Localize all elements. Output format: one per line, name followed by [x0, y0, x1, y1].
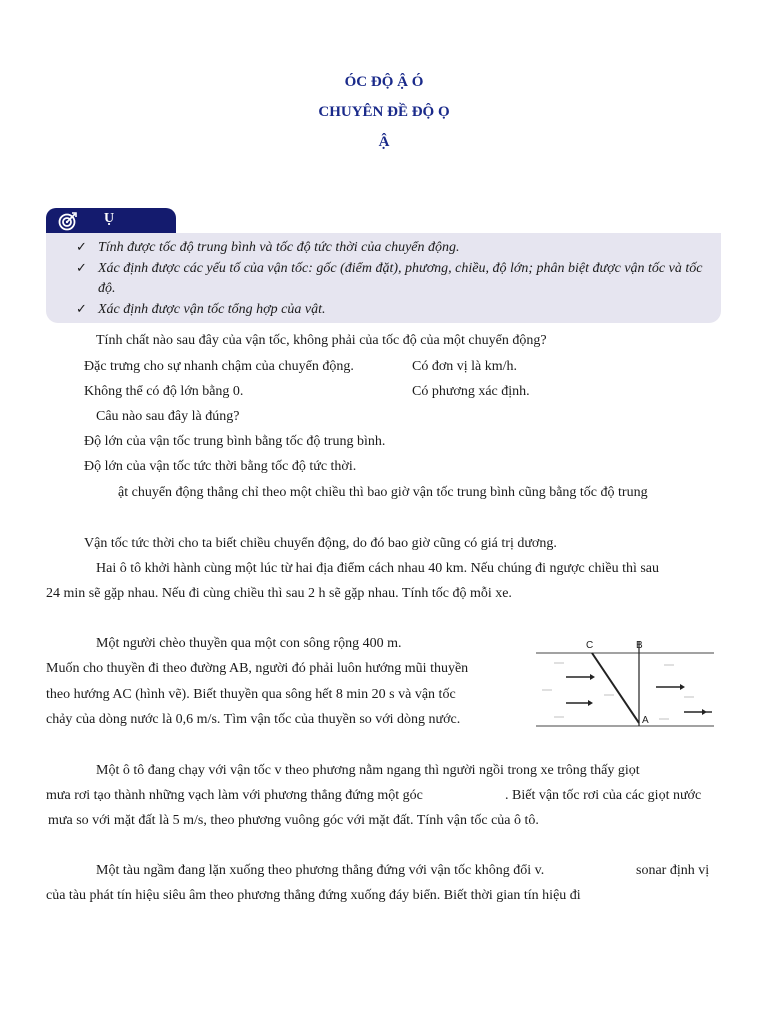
question-4-line-4: chảy của dòng nước là 0,6 m/s. Tìm vận tốc của thuyền so với dòng nước.: [46, 712, 461, 727]
question-3-line-2: 24 min sẽ gặp nhau. Nếu đi cùng chiều thì sau 2 h sẽ gặp nhau. Tính tốc độ mỗi xe.: [46, 586, 512, 601]
question-6-line-1b: sonar định vị: [636, 863, 710, 878]
point-a-label: A: [642, 715, 649, 726]
question-3-line-1: Hai ô tô khởi hành cùng một lúc từ hai địa điểm cách nhau 40 km. Nếu chúng đi ngược chiều thì sau: [96, 561, 660, 576]
question-5-line-1: Một ô tô đang chạy với vận tốc v theo phương nằm ngang thì người ngồi trong xe trông thấy giọt: [96, 763, 640, 778]
question-2-stem: Câu nào sau đây là đúng?: [96, 409, 240, 424]
current-arrowhead: [590, 674, 595, 680]
question-2-option-b: Độ lớn của vận tốc tức thời bằng tốc độ tức thời.: [84, 459, 357, 474]
question-1-option-c: Không thể có độ lớn bằng 0.: [84, 384, 244, 399]
question-5-line-3: mưa so với mặt đất là 5 m/s, theo phương vuông góc với mặt đất. Tính vận tốc của ô tô.: [48, 813, 539, 828]
point-b-label: B: [636, 640, 643, 651]
question-4-line-3: theo hướng AC (hình vẽ). Biết thuyền qua sông hết 8 min 20 s và vận tốc: [46, 687, 456, 702]
question-1-stem: Tính chất nào sau đây của vận tốc, không phải của tốc độ của một chuyển động?: [96, 333, 547, 348]
question-2-option-c: ật chuyển động thẳng chỉ theo một chiều thì bao giờ vận tốc trung bình cũng bằng tốc độ trung: [118, 485, 648, 500]
question-2-option-d: Vận tốc tức thời cho ta biết chiều chuyển động, do đó bao giờ cũng có giá trị dương.: [84, 536, 557, 551]
question-5-line-2b: . Biết vận tốc rơi của các giọt nước: [505, 788, 702, 803]
document-subtitle: CHUYÊN ĐỀ ĐỘ Ọ: [318, 104, 450, 120]
current-arrowhead: [588, 700, 593, 706]
question-6-line-1a: Một tàu ngầm đang lặn xuống theo phương thẳng đứng với vận tốc không đổi v.: [96, 863, 545, 878]
question-4-line-2: Muốn cho thuyền đi theo đường AB, người đó phải luôn hướng mũi thuyền: [46, 661, 469, 676]
checkmark-icon: ✓: [76, 261, 87, 276]
objectives-tab-label: Ụ: [104, 211, 115, 226]
question-5-line-2a: mưa rơi tạo thành những vạch làm với phương thẳng đứng một góc: [46, 788, 423, 803]
checkmark-icon: ✓: [76, 240, 87, 255]
current-arrowhead: [680, 684, 685, 690]
question-2-option-a: Độ lớn của vận tốc trung bình bằng tốc độ trung bình.: [84, 434, 386, 449]
point-c-label: C: [586, 640, 594, 651]
document-title: ÓC ĐỘ Ậ Ó: [344, 74, 424, 90]
path-ac-line: [592, 653, 639, 723]
question-1-option-a: Đặc trưng cho sự nhanh chậm của chuyển động.: [84, 359, 354, 374]
current-arrowhead: [702, 709, 707, 715]
document-subtitle-2: Ậ: [378, 134, 390, 150]
objectives-box: ✓ Tính được tốc độ trung bình và tốc độ tức thời của chuyển động. ✓ Xác định được các yếu tố của vận tốc: gốc (điểm đặt), phương, chiều, độ lớn; phân biệt được vận tốc và tốc độ. ✓ Xác định được vận tốc tổng hợp của vật.: [46, 233, 721, 323]
question-1-option-b: Có đơn vị là km/h.: [412, 359, 518, 374]
objectives-tab: [46, 208, 176, 234]
river-crossing-diagram: [534, 635, 716, 731]
question-1-option-d: Có phương xác định.: [412, 384, 530, 399]
target-icon: [58, 211, 78, 231]
question-4-line-1: Một người chèo thuyền qua một con sông rộng 400 m.: [96, 636, 402, 651]
question-6-line-2: của tàu phát tín hiệu siêu âm theo phương thẳng đứng xuống đáy biển. Biết thời gian tín hiệu đi: [46, 888, 581, 903]
checkmark-icon: ✓: [76, 302, 87, 317]
